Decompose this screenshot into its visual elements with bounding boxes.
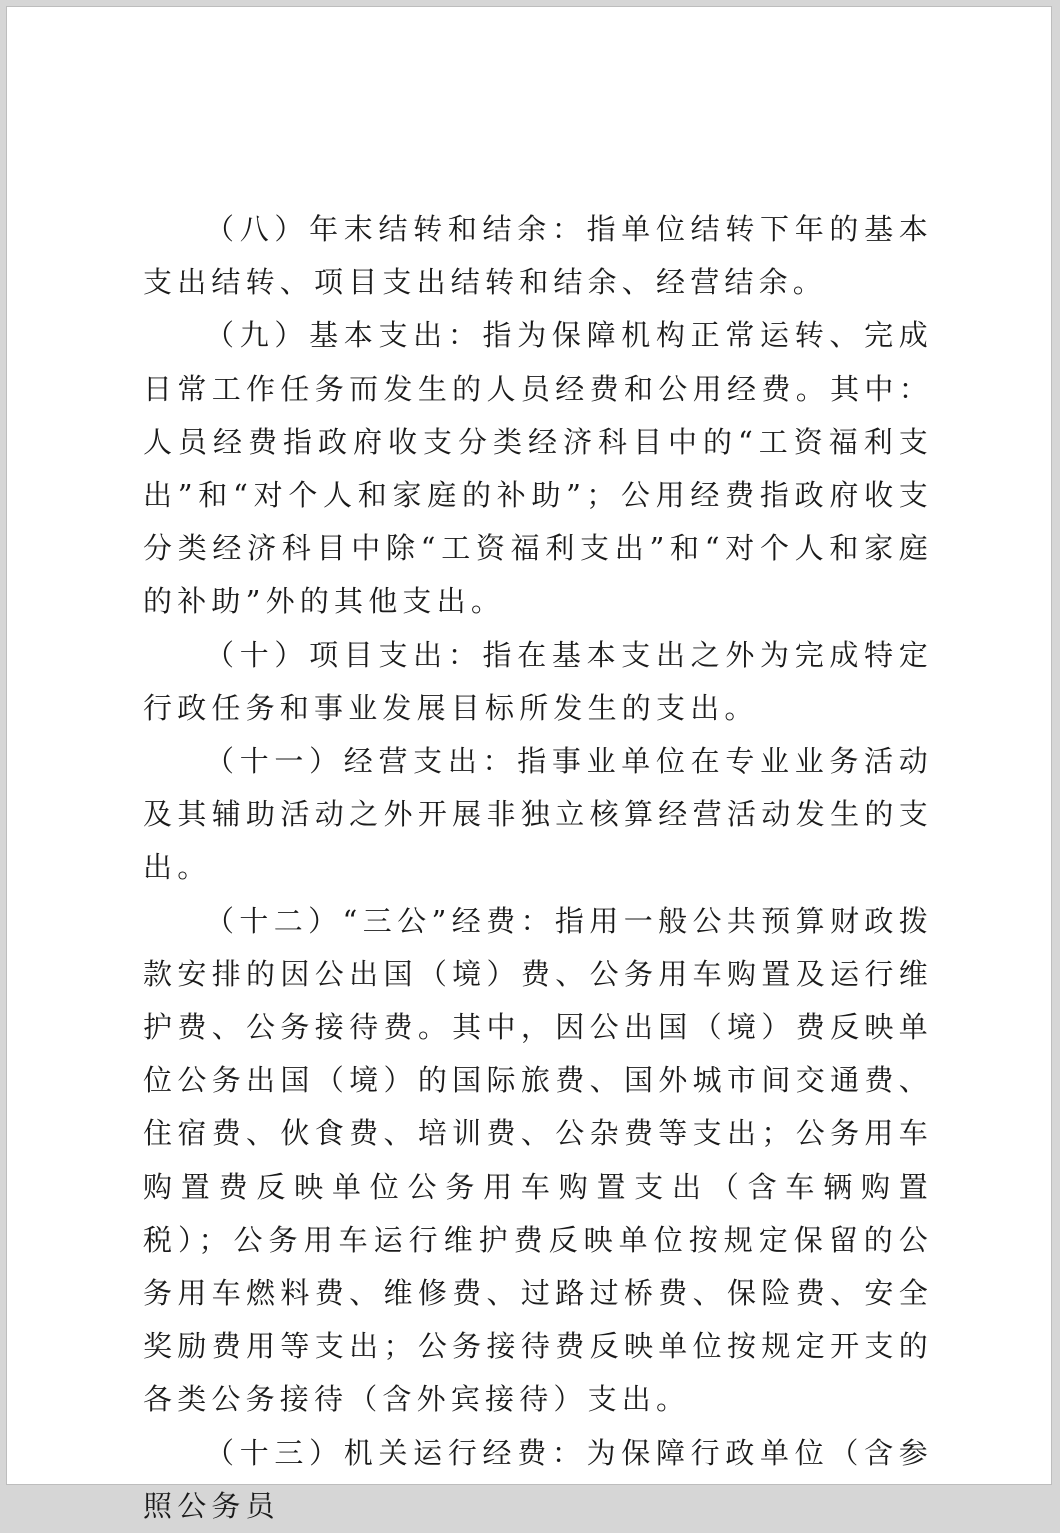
paragraph-year-end-carryover: （八）年末结转和结余：指单位结转下年的基本支出结转、项目支出结转和结余、经营结余。	[143, 212, 933, 300]
document-page	[6, 6, 1052, 1523]
document-body	[143, 203, 933, 1533]
paragraph-three-public-expenses: （十二）“三公”经费：指用一般公共预算财政拨款安排的因公出国（境）费、公务用车购置及运行维护费、公务接待费。其中，因公出国（境）费反映单位公务出国（境）的国际旅费、国外城市间交通费、住宿费、伙食费、培训费、公杂费等支出；公务用车购置费反映单位公务用车购置支出（含车辆购置税）；公务用车运行维护费反映单位按规定保留的公务用车燃料费、维修费、过路过桥费、保险费、安全奖励费用等支出；公务接待费反映单位按规定开支的各类公务接待（含外宾接待）支出。	[143, 903, 933, 1417]
paragraph-operating-expenditure: （十一）经营支出：指事业单位在专业业务活动及其辅助活动之外开展非独立核算经营活动发生的支出。	[143, 744, 933, 885]
paragraph-basic-expenditure: （九）基本支出：指为保障机构正常运转、完成日常工作任务而发生的人员经费和公用经费。其中：人员经费指政府收支分类经济科目中的“工资福利支出”和“对个人和家庭的补助”；公用经费指政府收支分类经济科目中除“工资福利支出”和“对个人和家庭的补助”外的其他支出。	[143, 318, 933, 619]
paragraph-agency-operating-expenses: （十三）机关运行经费：为保障行政单位（含参照公务员	[143, 1435, 933, 1523]
paragraph-project-expenditure: （十）项目支出：指在基本支出之外为完成特定行政任务和事业发展目标所发生的支出。	[143, 637, 933, 725]
